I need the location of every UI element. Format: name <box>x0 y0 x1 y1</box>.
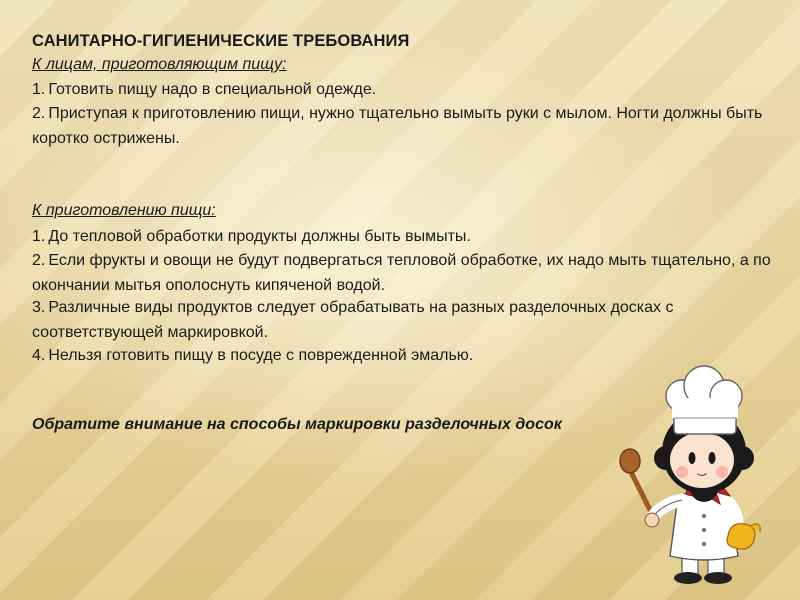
item-text: Готовить пищу надо в специальной одежде. <box>48 81 377 98</box>
item-text: Если фрукты и овощи не будут подвергаться тепловой обработке, их надо мыть тщательно, а по окончании мытья ополоснуть кипяченой водой. <box>32 252 771 294</box>
item-number: 3. <box>32 299 46 316</box>
list-item <box>32 78 772 103</box>
section-heading-cooking: К приготовлению пищи: <box>32 202 216 219</box>
list-item <box>32 225 772 250</box>
chef-with-spoon-icon <box>612 364 792 590</box>
item-text: Приступая к приготовлению пищи, нужно тщательно вымыть руки с мылом. Ногти должны быть коротко острижены. <box>32 105 763 147</box>
list-item <box>32 296 772 345</box>
item-number: 2. <box>32 105 46 122</box>
item-text: Нельзя готовить пищу в посуде с поврежденной эмалью. <box>48 347 474 364</box>
list-item <box>32 102 772 151</box>
list-item <box>32 249 772 298</box>
item-number: 1. <box>32 81 46 98</box>
attention-note: Обратите внимание на способы маркировки разделочных досок <box>32 416 562 433</box>
item-text: До тепловой обработки продукты должны быть вымыты. <box>48 228 471 245</box>
item-number: 1. <box>32 228 46 245</box>
section-heading-staff: К лицам, приготовляющим пищу: <box>32 56 287 73</box>
item-number: 4. <box>32 347 46 364</box>
item-text: Различные виды продуктов следует обрабатывать на разных разделочных досках с соответствующей маркировкой. <box>32 299 674 341</box>
slide-title: САНИТАРНО-ГИГИЕНИЧЕСКИЕ ТРЕБОВАНИЯ <box>32 32 410 50</box>
item-number: 2. <box>32 252 46 269</box>
